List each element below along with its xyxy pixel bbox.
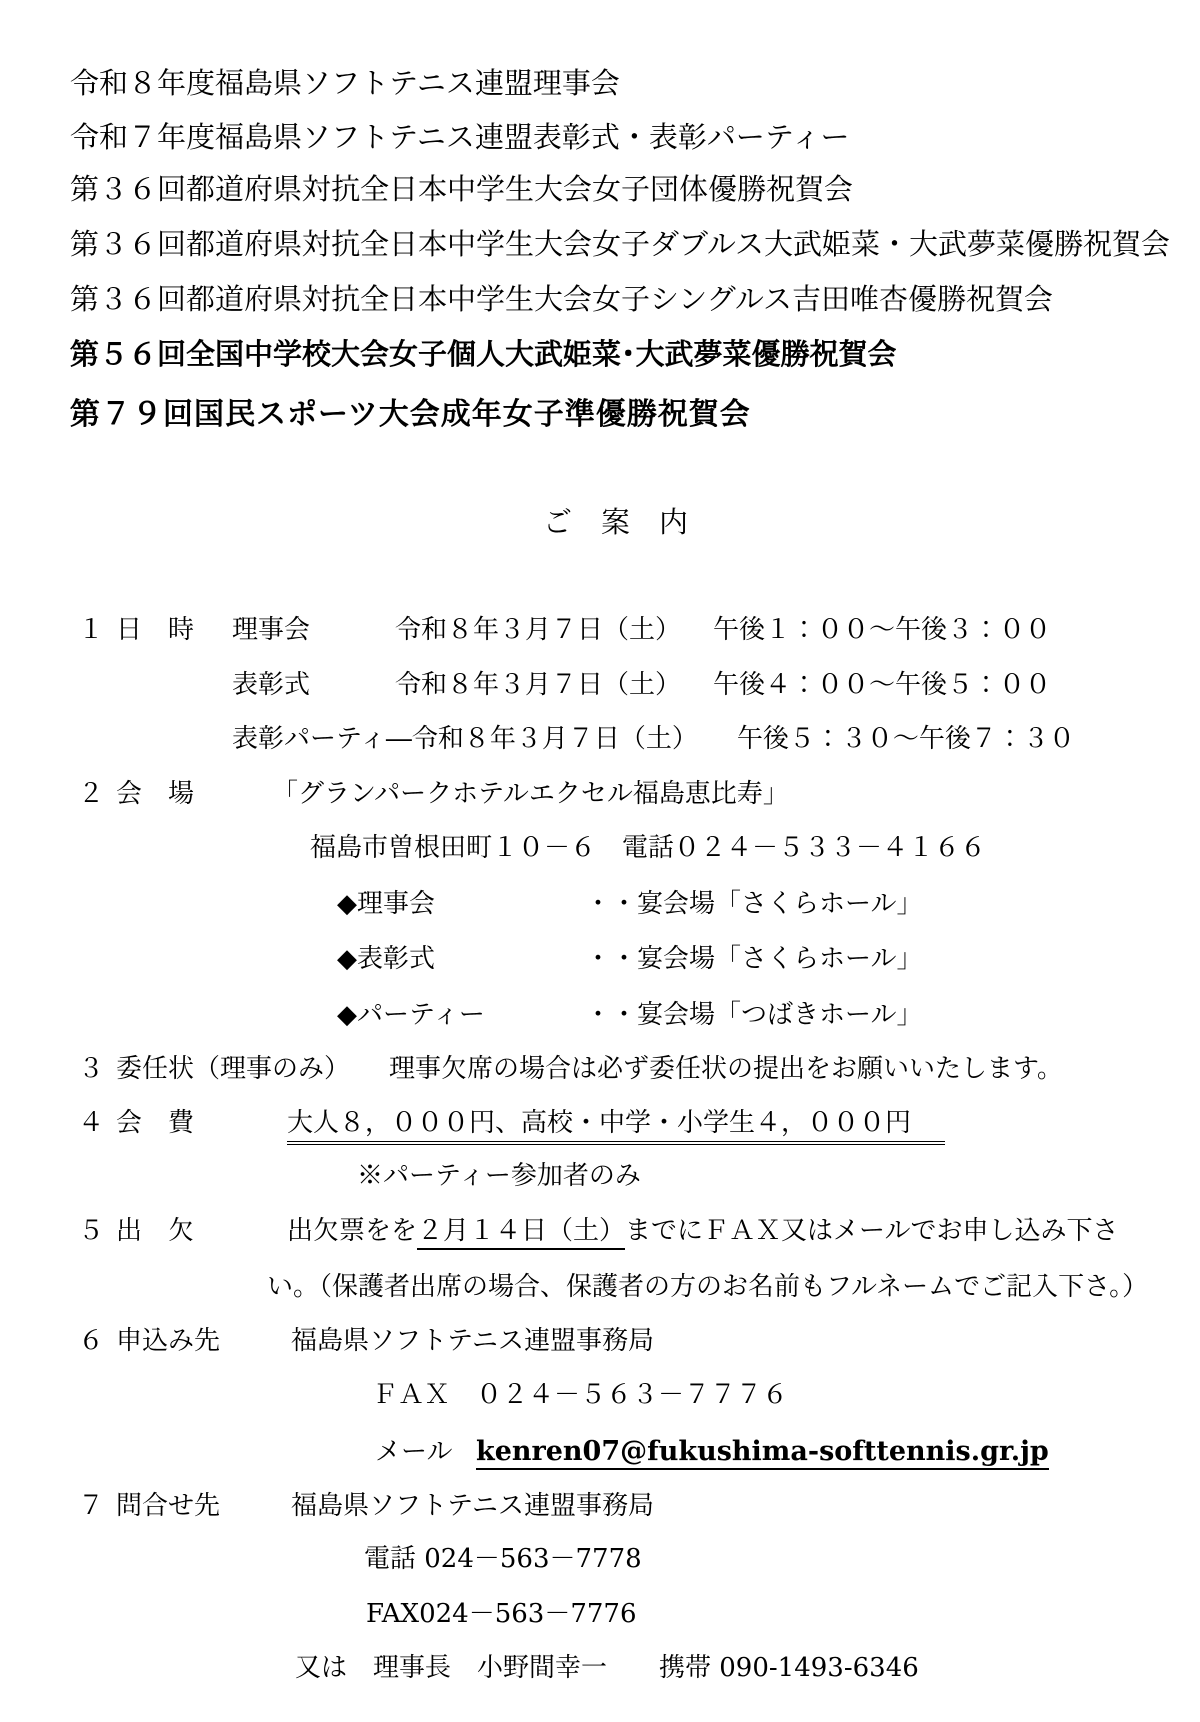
- section-number: ７: [78, 1491, 105, 1521]
- heading-line-6: 第５６回全国中学校大会女子個人大武姫菜･大武夢菜優勝祝賀会: [70, 337, 897, 371]
- venue-name: 「グランパークホテルエクセル福島恵比寿」: [272, 779, 789, 809]
- section-number: ５: [78, 1216, 105, 1246]
- section-number: ２: [78, 779, 105, 809]
- heading-line-4: 第３６回都道府県対抗全日本中学生大会女子ダブルス大武姫菜・大武夢菜優勝祝賀会: [70, 227, 1170, 261]
- section-label: 委任状（理事のみ）: [116, 1054, 351, 1084]
- hall-event: ◆パーティー: [337, 1000, 485, 1030]
- section-number: ６: [78, 1326, 105, 1356]
- hall-row-board: [337, 889, 922, 920]
- heading-line-1: 令和８年度福島県ソフトテニス連盟理事会: [70, 66, 620, 100]
- schedule-date: 令和８年３月７日（土）: [395, 670, 682, 700]
- application-office: 福島県ソフトテニス連盟事務局: [291, 1326, 654, 1356]
- section-label: 問合せ先: [116, 1491, 221, 1521]
- section-number: １: [78, 615, 105, 645]
- fee-amount: 大人８，０００円、高校・中学・小学生４，０００円: [287, 1108, 945, 1145]
- attendance-continuation: い。（保護者出席の場合、保護者の方のお名前もフルネームでご記入下さ。）: [267, 1272, 1149, 1302]
- hall-event: ◆理事会: [337, 889, 435, 919]
- section-label: 出 欠: [116, 1216, 195, 1246]
- inquiry-tel: 電話 024－563－7778: [364, 1544, 642, 1574]
- heading-line-5: 第３６回都道府県対抗全日本中学生大会女子シングルス吉田唯杏優勝祝賀会: [70, 282, 1053, 316]
- section-number: ３: [78, 1054, 105, 1084]
- schedule-item: 表彰式: [232, 670, 311, 700]
- proxy-row: [78, 1054, 1063, 1085]
- schedule-item: 理事会: [232, 615, 311, 645]
- section-label: 会 場: [116, 779, 195, 809]
- attendance-pre: 出欠票をを: [287, 1216, 418, 1246]
- schedule-row-board: [78, 615, 1051, 646]
- hall-name: ・・宴会場「つばきホール」: [585, 1000, 923, 1030]
- heading-line-7: 第７９回国民スポーツ大会成年女子準優勝祝賀会: [70, 397, 751, 432]
- schedule-row-party: 表彰パーティ―令和８年３月７日（土） 午後５：３０～午後７：３０: [232, 724, 1075, 754]
- heading-line-2: 令和７年度福島県ソフトテニス連盟表彰式・表彰パーティー: [70, 120, 850, 154]
- page-title: ご 案 内: [543, 505, 689, 539]
- schedule-date: 令和８年３月７日（土）: [395, 615, 682, 645]
- section-label: 日 時: [116, 615, 195, 645]
- application-fax: ＦＡＸ ０２４－５６３－７７７６: [372, 1380, 789, 1410]
- fee-row: [78, 1108, 945, 1139]
- heading-line-3: 第３６回都道府県対抗全日本中学生大会女子団体優勝祝賀会: [70, 172, 854, 206]
- mail-label: メール: [375, 1437, 453, 1467]
- attendance-post: までにＦＡＸ又はメールでお申し込み下さ: [625, 1216, 1119, 1246]
- section-label: 申込み先: [116, 1326, 221, 1356]
- proxy-text: 理事欠席の場合は必ず委任状の提出をお願いいたします。: [389, 1054, 1063, 1084]
- hall-event: ◆表彰式: [337, 944, 435, 974]
- inquiry-fax: FAX024－563－7776: [366, 1599, 637, 1629]
- venue-address: 福島市曽根田町１０－６ 電話０２４－５３３－４１６６: [310, 833, 987, 863]
- attendance-row: [78, 1216, 1119, 1247]
- hall-row-party: [337, 1000, 922, 1031]
- attendance-deadline: ２月１４日（土）: [417, 1216, 625, 1250]
- schedule-time: 午後１：００～午後３：００: [713, 615, 1052, 645]
- schedule-time: 午後４：００～午後５：００: [713, 670, 1052, 700]
- schedule-row-ceremony: [232, 670, 1051, 701]
- hall-name: ・・宴会場「さくらホール」: [585, 889, 923, 919]
- hall-name: ・・宴会場「さくらホール」: [585, 944, 923, 974]
- section-number: ４: [78, 1108, 105, 1138]
- application-mail-row: [375, 1436, 1049, 1468]
- application-row: [78, 1326, 654, 1357]
- venue-row: [78, 779, 789, 810]
- inquiry-office: 福島県ソフトテニス連盟事務局: [291, 1491, 654, 1521]
- hall-row-ceremony: [337, 944, 922, 975]
- inquiry-row: [78, 1491, 654, 1522]
- inquiry-alt-contact: 又は 理事長 小野間幸一 携帯 090-1493-6346: [295, 1653, 919, 1683]
- section-label: 会 費: [116, 1108, 195, 1138]
- fee-note: ※パーティー参加者のみ: [357, 1161, 641, 1191]
- application-email: kenren07@fukushima-softtennis.gr.jp: [476, 1436, 1049, 1470]
